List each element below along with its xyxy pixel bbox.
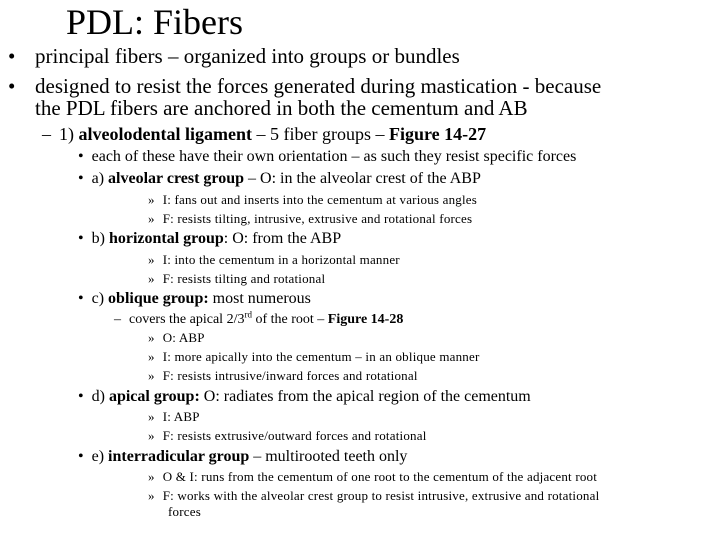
item-c-function: » F: resists intrusive/inward forces and rotational (148, 368, 418, 383)
group-apical: • d) apical group: O: radiates from the apical region of the cementum (78, 388, 531, 405)
subheading-alveolodental-ligament: – 1) alveolodental ligament – 5 fiber groups – Figure 14-27 (42, 124, 487, 144)
term-oblique-group: oblique group: (108, 290, 209, 307)
term-alveolar-crest-group: alveolar crest group (108, 170, 245, 187)
item-c-origin: » O: ABP (148, 330, 205, 345)
bullet-mark: • (8, 74, 16, 98)
oblique-coverage: – covers the apical 2/3rd of the root – Figure 14-28 (114, 309, 404, 327)
bullet-text: principal fibers – organized into groups or bundles (35, 44, 460, 68)
bullet-text-line-2: the PDL fibers are anchored in both the cementum and AB (35, 96, 528, 120)
term-apical-group: apical group: (108, 388, 200, 405)
term-alveolodental-ligament: alveolodental ligament (78, 124, 252, 144)
item-a-insertion: » I: fans out and inserts into the cementum at various angles (148, 192, 478, 207)
figure-ref-14-27: Figure 14-27 (388, 124, 487, 144)
figure-ref-14-28: Figure 14-28 (327, 312, 404, 327)
item-d-insertion: » I: ABP (148, 409, 200, 424)
slide-title: PDL: Fibers (66, 2, 244, 42)
term-interradicular-group: interradicular group (108, 448, 250, 465)
item-b-insertion: » I: into the cementum in a horizontal manner (148, 252, 400, 267)
item-a-function: » F: resists tilting, intrusive, extrusive and rotational forces (148, 211, 473, 226)
item-e-function-cont: forces (168, 504, 201, 519)
group-horizontal: • b) horizontal group: O: from the ABP (78, 230, 342, 247)
group-alveolar-crest: • a) alveolar crest group – O: in the alveolar crest of the ABP (78, 170, 481, 187)
bullet-text-line-1: designed to resist the forces generated during mastication - because (35, 74, 602, 98)
term-horizontal-group: horizontal group (108, 230, 224, 247)
item-b-function: » F: resists tilting and rotational (148, 271, 326, 286)
item-d-function: » F: resists extrusive/outward forces and rotational (148, 428, 427, 443)
item-c-insertion: » I: more apically into the cementum – in an oblique manner (148, 349, 480, 364)
group-interradicular: • e) interradicular group – multirooted teeth only (78, 448, 408, 465)
dash-mark: – (42, 124, 51, 144)
group-oblique: • c) oblique group: most numerous (78, 290, 311, 307)
item-e-origin-insertion: » O & I: runs from the cementum of one root to the cementum of the adjacent root (148, 469, 598, 484)
bullet-mark: • (8, 44, 16, 68)
bullet-orientation: • each of these have their own orientation – as such they resist specific forces (78, 148, 577, 165)
item-e-function: » F: works with the alveolar crest group to resist intrusive, extrusive and rotational (148, 488, 600, 503)
